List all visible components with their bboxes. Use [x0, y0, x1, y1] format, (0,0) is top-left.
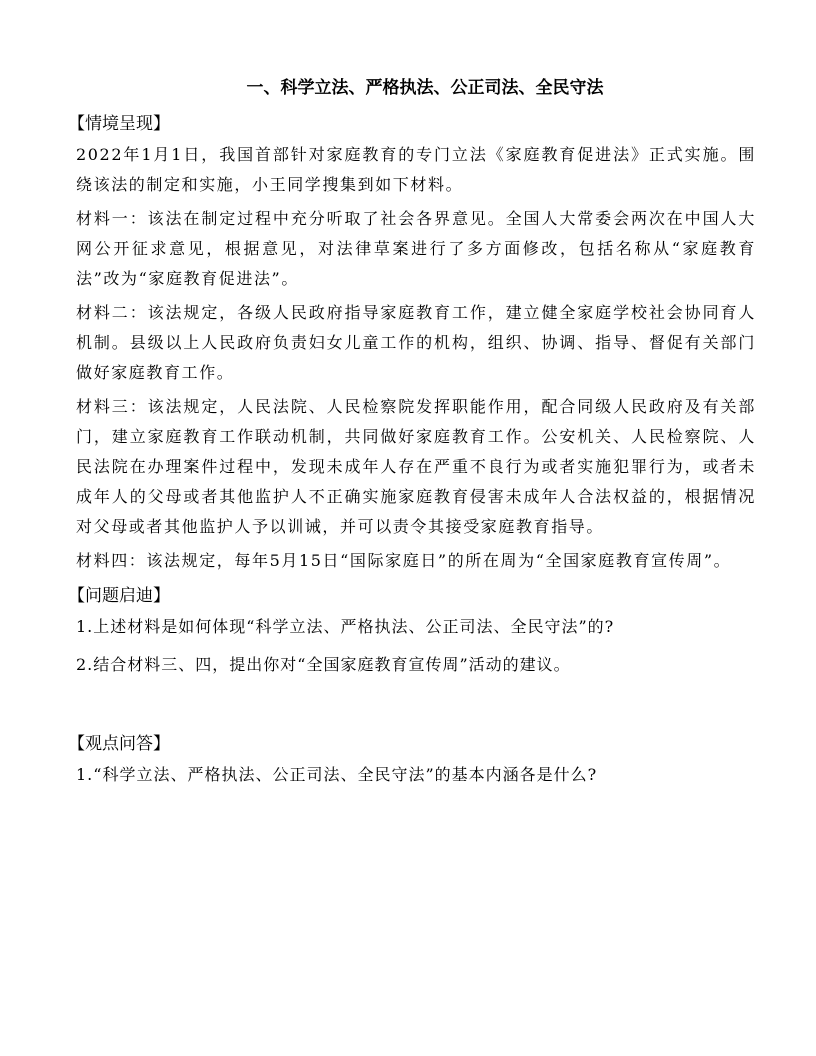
question-two: 2.结合材料三、四，提出你对“全国家庭教育宣传周”活动的建议。: [76, 655, 571, 674]
viewpoint-heading: 【观点问答】: [68, 734, 170, 754]
situation-heading: 【情境呈现】: [68, 114, 170, 134]
material-four: 材料四：该法规定，每年5月15日“国际家庭日”的所在周为“全国家庭教育宣传周”。: [76, 551, 732, 570]
material-two: 材料二：该法规定，各级人民政府指导家庭教育工作，建立健全家庭学校社会协同育人机制。县级以上人民政府负责妇女儿童工作的机构，组织、协调、指导、督促有关部门做好家庭教育工作。: [76, 303, 756, 382]
question-heading: 【问题启迪】: [68, 586, 170, 606]
material-three: 材料三：该法规定，人民法院、人民检察院发挥职能作用，配合同级人民政府及有关部门，建立家庭教育工作联动机制，共同做好家庭教育工作。公安机关、人民检察院、人民法院在办理案件过程中，发现未成年人存在严重不良行为或者实施犯罪行为，或者未成年人的父母或者其他监护人不正确实施家庭教育侵害未成年人合法权益的，根据情况对父母或者其他监护人予以训诫，并可以责令其接受家庭教育指导。: [76, 397, 756, 536]
document-page: [68, 72, 756, 798]
intro-paragraph: 2022年1月1日，我国首部针对家庭教育的专门立法《家庭教育促进法》正式实施。围绕该法的制定和实施，小王同学搜集到如下材料。: [76, 145, 756, 194]
question-one: 1.上述材料是如何体现“科学立法、严格执法、公正司法、全民守法”的?: [76, 617, 615, 636]
material-one: 材料一：该法在制定过程中充分听取了社会各界意见。全国人大常委会两次在中国人大网公开征求意见，根据意见，对法律草案进行了多方面修改，包括名称从“家庭教育法”改为“家庭教育促进法”。: [76, 209, 756, 288]
document-title: 一、科学立法、严格执法、公正司法、全民守法: [246, 78, 604, 98]
viewpoint-question-one: 1.“科学立法、严格执法、公正司法、全民守法”的基本内涵各是什么?: [76, 765, 598, 784]
blank-space: [76, 688, 756, 728]
